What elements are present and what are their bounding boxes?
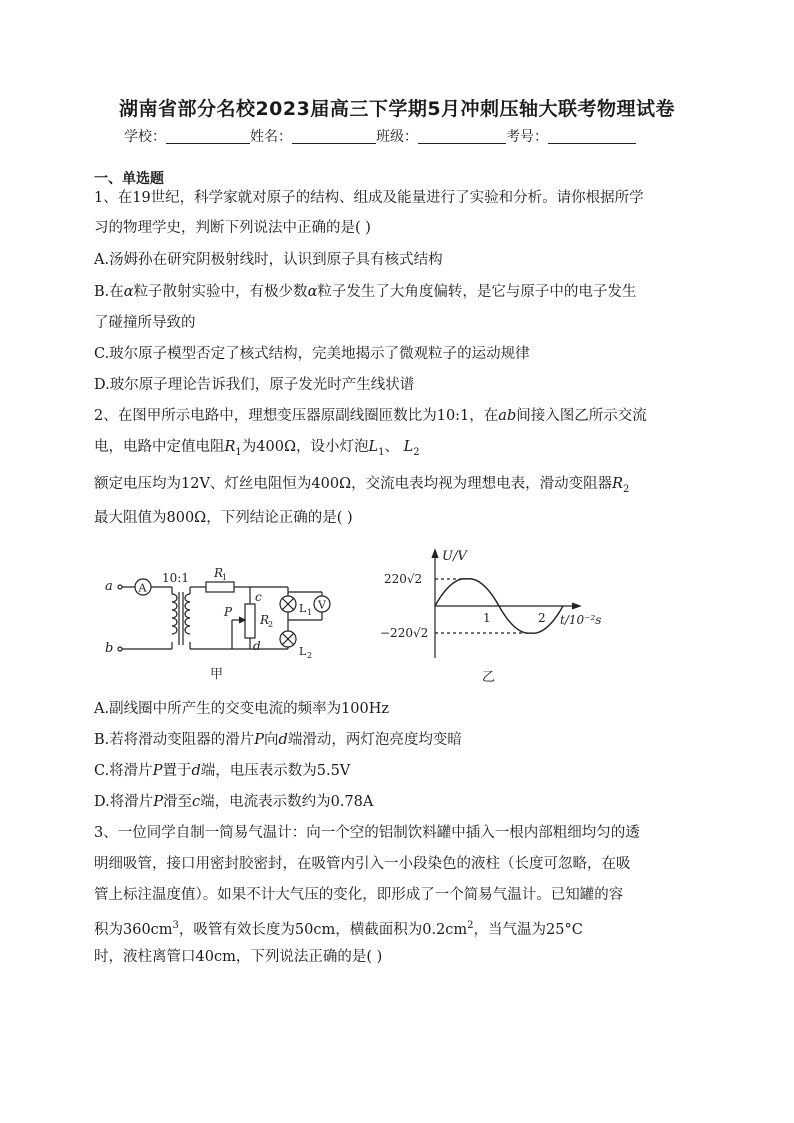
svg-text:2: 2 <box>268 620 274 629</box>
q2-stem-line3: 额定电压均为12V、灯丝电阻恒为400Ω，交流电表均视为理想电表，滑动变阻器$R_2$ <box>94 476 630 495</box>
tick-1-label: 1 <box>483 611 491 625</box>
q2-stem-line4: 最大阻值为800Ω，下列结论正确的是( ) <box>94 510 353 526</box>
resistor-r2 <box>245 604 255 638</box>
svg-text:2: 2 <box>307 651 313 660</box>
secondary-coil <box>185 594 190 634</box>
q1-option-a: A.汤姆孙在研究阴极射线时，认识到原子具有核式结构 <box>94 252 443 268</box>
q3-stem-line1: 3、一位同学自制一简易气温计：向一个空的铝制饮料罐中插入一根内部粗细均匀的透 <box>94 825 640 841</box>
node-c-label: c <box>255 590 262 604</box>
q2-option-b: B.若将滑动变阻器的滑片P向d端滑动，两灯泡亮度均变暗 <box>94 732 462 748</box>
q1-option-c: C.玻尔原子模型否定了核式结构，完美地揭示了微观粒子的运动规律 <box>94 346 530 362</box>
resistor-r1 <box>206 582 234 592</box>
svg-text:A: A <box>138 581 147 595</box>
y-axis-label: U/V <box>442 549 467 564</box>
student-info-row <box>124 126 636 146</box>
x-axis-label: t/10⁻²s <box>560 613 602 627</box>
turns-ratio-label: 10:1 <box>162 571 189 585</box>
number-blank[interactable] <box>548 129 636 144</box>
terminal-b-label: b <box>105 641 114 656</box>
circuit-caption: 甲 <box>210 667 224 682</box>
q3-stem-line5: 时，液柱离管口40cm，下列说法正确的是( ) <box>94 949 383 965</box>
tick-2-label: 2 <box>538 611 546 625</box>
q1-stem-line2: 习的物理学史，判断下列说法中正确的是( ) <box>94 220 371 236</box>
q3-stem-line4: 积为$360cm^3$，吸管有效长度为50cm，横截面积为$0.2cm^2$，当气温为25°C <box>94 920 583 938</box>
q2-option-a: A.副线圈中所产生的交变电流的频率为100Hz <box>94 701 390 717</box>
number-label: 考号： <box>506 129 548 145</box>
q1-stem-line1: 1、在19世纪，科学家就对原子的结构、组成及能量进行了实验和分析。请你根据所学 <box>94 190 644 206</box>
svg-text:V: V <box>318 598 326 612</box>
primary-coil <box>172 594 177 634</box>
page-title: 湖南省部分名校2023届高三下学期5月冲刺压轴大联考物理试卷 <box>118 98 676 120</box>
q2-stem-line2: 电，电路中定值电阻$R_1$为400Ω，设小灯泡$L_1$、 $L_2$ <box>94 439 420 458</box>
svg-text:R: R <box>260 613 270 627</box>
q2-option-d: D.将滑片P滑至c端，电流表示数约为0.78A <box>94 794 374 810</box>
svg-text:L: L <box>299 602 307 615</box>
y-max-label: 220√2 <box>384 572 423 586</box>
q2-stem-line1: 2、在图甲所示电路中，理想变压器原副线圈匝数比为10:1，在ab间接入图乙所示交流 <box>94 408 647 424</box>
class-label: 班级： <box>376 129 418 145</box>
terminal-a-label: a <box>105 579 113 594</box>
class-blank[interactable] <box>418 129 506 144</box>
voltage-waveform-graph <box>378 544 608 688</box>
name-label: 姓名： <box>250 129 292 145</box>
q3-stem-line3: 管上标注温度值）。如果不计大气压的变化，即形成了一个简易气温计。已知罐的容 <box>94 887 624 903</box>
school-label: 学校： <box>124 129 166 145</box>
graph-caption: 乙 <box>482 670 496 685</box>
svg-text:L: L <box>299 645 307 658</box>
school-blank[interactable] <box>166 129 250 144</box>
svg-text:R: R <box>214 566 224 580</box>
circuit-diagram <box>100 552 340 684</box>
slider-p-label: P <box>224 605 233 619</box>
q1-option-b-line1: B.在α粒子散射实验中，有极少数α粒子发生了大角度偏转，是它与原子中的电子发生 <box>94 284 637 300</box>
svg-text:1: 1 <box>222 573 228 582</box>
node-d-label: d <box>253 639 261 653</box>
section-heading: 一、单选题 <box>94 171 164 187</box>
name-blank[interactable] <box>292 129 376 144</box>
q1-option-d: D.玻尔原子理论告诉我们，原子发光时产生线状谱 <box>94 377 415 393</box>
q1-option-b-line2: 了碰撞所导致的 <box>94 315 196 331</box>
q3-stem-line2: 明细吸管，接口用密封胶密封，在吸管内引入一小段染色的液柱（长度可忽略，在吸 <box>94 856 631 872</box>
q2-option-c: C.将滑片P置于d端，电压表示数为5.5V <box>94 763 351 779</box>
svg-text:1: 1 <box>307 608 313 617</box>
y-min-label: −220√2 <box>380 626 429 640</box>
